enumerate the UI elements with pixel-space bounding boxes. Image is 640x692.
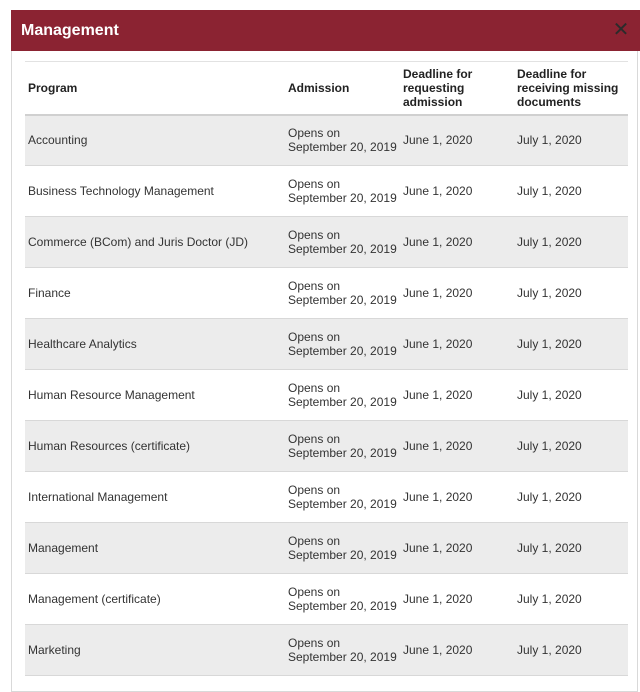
missing-docs-deadline-cell: July 1, 2020 [517,439,582,453]
programs-table [25,61,628,676]
missing-docs-deadline-cell: July 1, 2020 [517,592,582,606]
program-cell: Human Resources (certificate) [28,439,191,453]
program-cell: Accounting [28,133,88,148]
missing-docs-deadline-cell: July 1, 2020 [517,643,582,657]
program-cell: Finance [28,286,71,300]
request-deadline-cell: June 1, 2020 [403,133,473,148]
missing-docs-deadline-cell: July 1, 2020 [517,133,582,148]
admission-cell: Opens on September 20, 2019 [288,534,397,562]
table-row [25,166,628,217]
admission-cell: Opens on September 20, 2019 [288,585,397,613]
admission-cell: Opens on September 20, 2019 [288,381,397,409]
table-row [25,472,628,523]
admission-cell: Opens on September 20, 2019 [288,177,397,205]
program-cell: International Management [28,490,168,504]
table-row [25,115,628,166]
column-header-missing-docs-deadline: Deadline for receiving missing documents [517,66,619,109]
table-header-row [25,62,628,115]
admission-cell: Opens on September 20, 2019 [288,228,397,256]
table-row [25,370,628,421]
column-header-request-deadline: Deadline for requesting admission [403,66,473,109]
request-deadline-cell: June 1, 2020 [403,592,473,606]
table-row [25,574,628,625]
request-deadline-cell: June 1, 2020 [403,490,473,504]
program-cell: Marketing [28,643,81,657]
missing-docs-deadline-cell: July 1, 2020 [517,490,582,504]
table-row [25,421,628,472]
admission-cell: Opens on September 20, 2019 [288,126,397,155]
missing-docs-deadline-cell: July 1, 2020 [517,388,582,402]
table-row [25,625,628,676]
program-cell: Management (certificate) [28,592,161,606]
admission-cell: Opens on September 20, 2019 [288,432,397,460]
program-cell: Management [28,541,99,555]
admission-cell: Opens on September 20, 2019 [288,636,397,664]
admission-cell: Opens on September 20, 2019 [288,330,397,358]
table-row [25,523,628,574]
program-cell: Human Resource Management [28,388,195,402]
modal-title: Management [21,22,119,39]
admission-cell: Opens on September 20, 2019 [288,279,397,307]
request-deadline-cell: June 1, 2020 [403,235,473,249]
missing-docs-deadline-cell: July 1, 2020 [517,184,582,198]
request-deadline-cell: June 1, 2020 [403,337,473,351]
request-deadline-cell: June 1, 2020 [403,286,473,300]
missing-docs-deadline-cell: July 1, 2020 [517,286,582,300]
request-deadline-cell: June 1, 2020 [403,643,473,657]
request-deadline-cell: June 1, 2020 [403,388,473,402]
request-deadline-cell: June 1, 2020 [403,541,473,555]
modal-header [11,10,640,51]
table-row [25,268,628,319]
management-modal [11,10,638,692]
request-deadline-cell: June 1, 2020 [403,184,473,198]
missing-docs-deadline-cell: July 1, 2020 [517,541,582,555]
missing-docs-deadline-cell: July 1, 2020 [517,337,582,351]
table-row [25,217,628,268]
programs-table-container [25,61,628,676]
column-header-program: Program [28,80,78,95]
close-icon[interactable]: ✕ [612,19,630,41]
program-cell: Business Technology Management [28,184,214,198]
column-header-admission: Admission [288,80,350,95]
program-cell: Commerce (BCom) and Juris Doctor (JD) [28,235,249,249]
request-deadline-cell: June 1, 2020 [403,439,473,453]
table-row [25,319,628,370]
admission-cell: Opens on September 20, 2019 [288,483,397,511]
program-cell: Healthcare Analytics [28,337,137,351]
missing-docs-deadline-cell: July 1, 2020 [517,235,582,249]
